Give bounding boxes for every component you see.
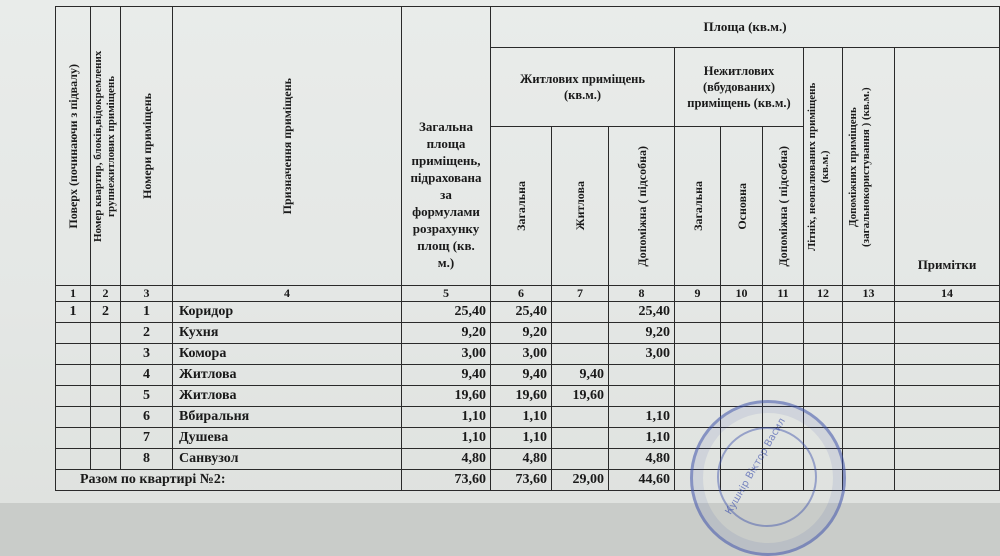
col-num: 9 xyxy=(675,286,721,302)
empty-cell xyxy=(675,428,721,449)
table-row xyxy=(56,323,1000,344)
header-res-living: Житлова xyxy=(552,127,609,286)
row-res-aux: 3,00 xyxy=(609,344,675,365)
row-res-total: 4,80 xyxy=(491,449,552,470)
row-total-area: 1,10 xyxy=(402,407,491,428)
row-room-no: 8 xyxy=(121,449,173,470)
empty-cell xyxy=(675,323,721,344)
stamp-text: Кушнір Віктор Васил xyxy=(723,416,788,517)
empty-cell xyxy=(804,386,843,407)
row-res-total: 9,20 xyxy=(491,323,552,344)
row-res-aux: 9,20 xyxy=(609,323,675,344)
empty-cell xyxy=(804,407,843,428)
empty-cell xyxy=(804,344,843,365)
empty-cell xyxy=(721,386,763,407)
empty-cell xyxy=(721,323,763,344)
row-res-total: 3,00 xyxy=(491,344,552,365)
empty-cell xyxy=(721,302,763,323)
row-apartment xyxy=(91,365,121,386)
row-apartment xyxy=(91,449,121,470)
empty-cell xyxy=(721,365,763,386)
col-num: 6 xyxy=(491,286,552,302)
empty-cell xyxy=(895,344,1000,365)
empty-cell xyxy=(895,428,1000,449)
empty-cell xyxy=(843,302,895,323)
row-res-living xyxy=(552,344,609,365)
empty-cell xyxy=(721,470,763,491)
header-floor: Поверх (починаючи з підвалу) xyxy=(56,7,91,286)
col-num: 4 xyxy=(173,286,402,302)
row-room-no: 7 xyxy=(121,428,173,449)
empty-cell xyxy=(675,344,721,365)
row-floor xyxy=(56,344,91,365)
row-total-area: 4,80 xyxy=(402,449,491,470)
total-res-aux: 44,60 xyxy=(609,470,675,491)
empty-cell xyxy=(804,302,843,323)
row-room-no: 3 xyxy=(121,344,173,365)
row-room-name: Вбиральня xyxy=(173,407,402,428)
header-summer: Літніх, неопалюваних приміщень (кв.м.) xyxy=(804,48,843,286)
row-res-aux: 25,40 xyxy=(609,302,675,323)
empty-cell xyxy=(763,365,804,386)
table-row xyxy=(56,449,1000,470)
col-num: 3 xyxy=(121,286,173,302)
col-num: 7 xyxy=(552,286,609,302)
row-room-no: 2 xyxy=(121,323,173,344)
empty-cell xyxy=(843,365,895,386)
header-row-top xyxy=(56,7,1000,48)
header-res-total: Загальна xyxy=(491,127,552,286)
empty-cell xyxy=(721,344,763,365)
empty-cell xyxy=(675,407,721,428)
row-apartment xyxy=(91,344,121,365)
row-room-name: Коридор xyxy=(173,302,402,323)
empty-cell xyxy=(804,365,843,386)
row-res-living: 19,60 xyxy=(552,386,609,407)
row-room-name: Санвузол xyxy=(173,449,402,470)
row-room-name: Житлова xyxy=(173,386,402,407)
empty-cell xyxy=(895,302,1000,323)
table-row xyxy=(56,428,1000,449)
empty-cell xyxy=(804,428,843,449)
empty-cell xyxy=(804,323,843,344)
empty-cell xyxy=(843,323,895,344)
empty-cell xyxy=(675,302,721,323)
total-row xyxy=(56,470,1000,491)
row-room-no: 4 xyxy=(121,365,173,386)
row-res-aux: 1,10 xyxy=(609,428,675,449)
header-nonres-aux: Допоміжна ( підсобна) xyxy=(763,127,804,286)
row-res-aux xyxy=(609,386,675,407)
empty-cell xyxy=(895,365,1000,386)
row-floor xyxy=(56,449,91,470)
table-row xyxy=(56,386,1000,407)
row-res-total: 25,40 xyxy=(491,302,552,323)
empty-cell xyxy=(763,323,804,344)
header-res-aux: Допоміжна ( підсобна) xyxy=(609,127,675,286)
total-area-sum: 73,60 xyxy=(402,470,491,491)
empty-cell xyxy=(721,449,763,470)
empty-cell xyxy=(843,344,895,365)
empty-cell xyxy=(763,344,804,365)
row-res-living xyxy=(552,449,609,470)
row-apartment xyxy=(91,323,121,344)
empty-cell xyxy=(763,428,804,449)
col-num: 12 xyxy=(804,286,843,302)
row-res-total: 1,10 xyxy=(491,428,552,449)
header-common-aux: Допоміжних приміщень (загальнокористування ) (кв.м.) xyxy=(843,48,895,286)
total-label: Разом по квартирі №2: xyxy=(56,470,402,491)
empty-cell xyxy=(804,449,843,470)
empty-cell xyxy=(763,407,804,428)
total-res-living: 29,00 xyxy=(552,470,609,491)
row-room-no: 1 xyxy=(121,302,173,323)
col-num: 13 xyxy=(843,286,895,302)
empty-cell xyxy=(895,407,1000,428)
row-room-name: Житлова xyxy=(173,365,402,386)
header-non-residential: Нежитлових (вбудованих) приміщень (кв.м.) xyxy=(675,48,804,127)
col-num: 2 xyxy=(91,286,121,302)
row-room-no: 6 xyxy=(121,407,173,428)
row-res-living xyxy=(552,428,609,449)
row-floor xyxy=(56,365,91,386)
empty-cell xyxy=(843,386,895,407)
empty-cell xyxy=(763,302,804,323)
room-area-table xyxy=(55,6,1000,491)
empty-cell xyxy=(895,323,1000,344)
row-room-no: 5 xyxy=(121,386,173,407)
column-number-row xyxy=(56,286,1000,302)
empty-cell xyxy=(895,449,1000,470)
header-area-group: Площа (кв.м.) xyxy=(491,7,1000,48)
col-num: 8 xyxy=(609,286,675,302)
col-num: 10 xyxy=(721,286,763,302)
row-floor xyxy=(56,428,91,449)
row-res-aux: 1,10 xyxy=(609,407,675,428)
row-res-living xyxy=(552,302,609,323)
empty-cell xyxy=(675,470,721,491)
header-purpose: Призначення приміщень xyxy=(173,7,402,286)
header-residential: Житлових приміщень (кв.м.) xyxy=(491,48,675,127)
row-total-area: 25,40 xyxy=(402,302,491,323)
row-res-aux: 4,80 xyxy=(609,449,675,470)
col-num: 1 xyxy=(56,286,91,302)
row-room-name: Кухня xyxy=(173,323,402,344)
row-floor: 1 xyxy=(56,302,91,323)
empty-cell xyxy=(675,365,721,386)
table-row xyxy=(56,344,1000,365)
row-total-area: 9,20 xyxy=(402,323,491,344)
row-apartment: 2 xyxy=(91,302,121,323)
row-res-aux xyxy=(609,365,675,386)
row-res-living xyxy=(552,407,609,428)
col-num: 11 xyxy=(763,286,804,302)
empty-cell xyxy=(721,428,763,449)
total-res-total: 73,60 xyxy=(491,470,552,491)
header-nonres-total: Загальна xyxy=(675,127,721,286)
row-total-area: 3,00 xyxy=(402,344,491,365)
row-res-living: 9,40 xyxy=(552,365,609,386)
empty-cell xyxy=(721,407,763,428)
empty-cell xyxy=(895,470,1000,491)
row-room-name: Душева xyxy=(173,428,402,449)
table-row xyxy=(56,365,1000,386)
empty-cell xyxy=(763,449,804,470)
header-nonres-main: Основна xyxy=(721,127,763,286)
empty-cell xyxy=(843,428,895,449)
empty-cell xyxy=(843,449,895,470)
table-row xyxy=(56,302,1000,323)
row-total-area: 9,40 xyxy=(402,365,491,386)
empty-cell xyxy=(843,470,895,491)
empty-cell xyxy=(763,470,804,491)
header-total-area: Загальна площа приміщень, підрахована за формулами розрахунку площ (кв. м.) xyxy=(402,7,491,286)
col-num: 5 xyxy=(402,286,491,302)
header-room-no: Номери приміщень xyxy=(121,7,173,286)
row-res-total: 9,40 xyxy=(491,365,552,386)
row-floor xyxy=(56,386,91,407)
empty-cell xyxy=(763,386,804,407)
row-res-living xyxy=(552,323,609,344)
table-row xyxy=(56,407,1000,428)
empty-cell xyxy=(843,407,895,428)
room-rows xyxy=(56,302,1000,470)
row-apartment xyxy=(91,407,121,428)
col-num: 14 xyxy=(895,286,1000,302)
empty-cell xyxy=(804,470,843,491)
row-total-area: 19,60 xyxy=(402,386,491,407)
row-res-total: 19,60 xyxy=(491,386,552,407)
header-notes: Примітки xyxy=(895,48,1000,286)
row-res-total: 1,10 xyxy=(491,407,552,428)
header-apartment-no: Номер квартир, блоків,відокремлених групнежитлових приміщень xyxy=(91,7,121,286)
row-apartment xyxy=(91,428,121,449)
empty-cell xyxy=(895,386,1000,407)
row-floor xyxy=(56,323,91,344)
row-room-name: Комора xyxy=(173,344,402,365)
row-floor xyxy=(56,407,91,428)
row-apartment xyxy=(91,386,121,407)
empty-cell xyxy=(675,449,721,470)
row-total-area: 1,10 xyxy=(402,428,491,449)
empty-cell xyxy=(675,386,721,407)
